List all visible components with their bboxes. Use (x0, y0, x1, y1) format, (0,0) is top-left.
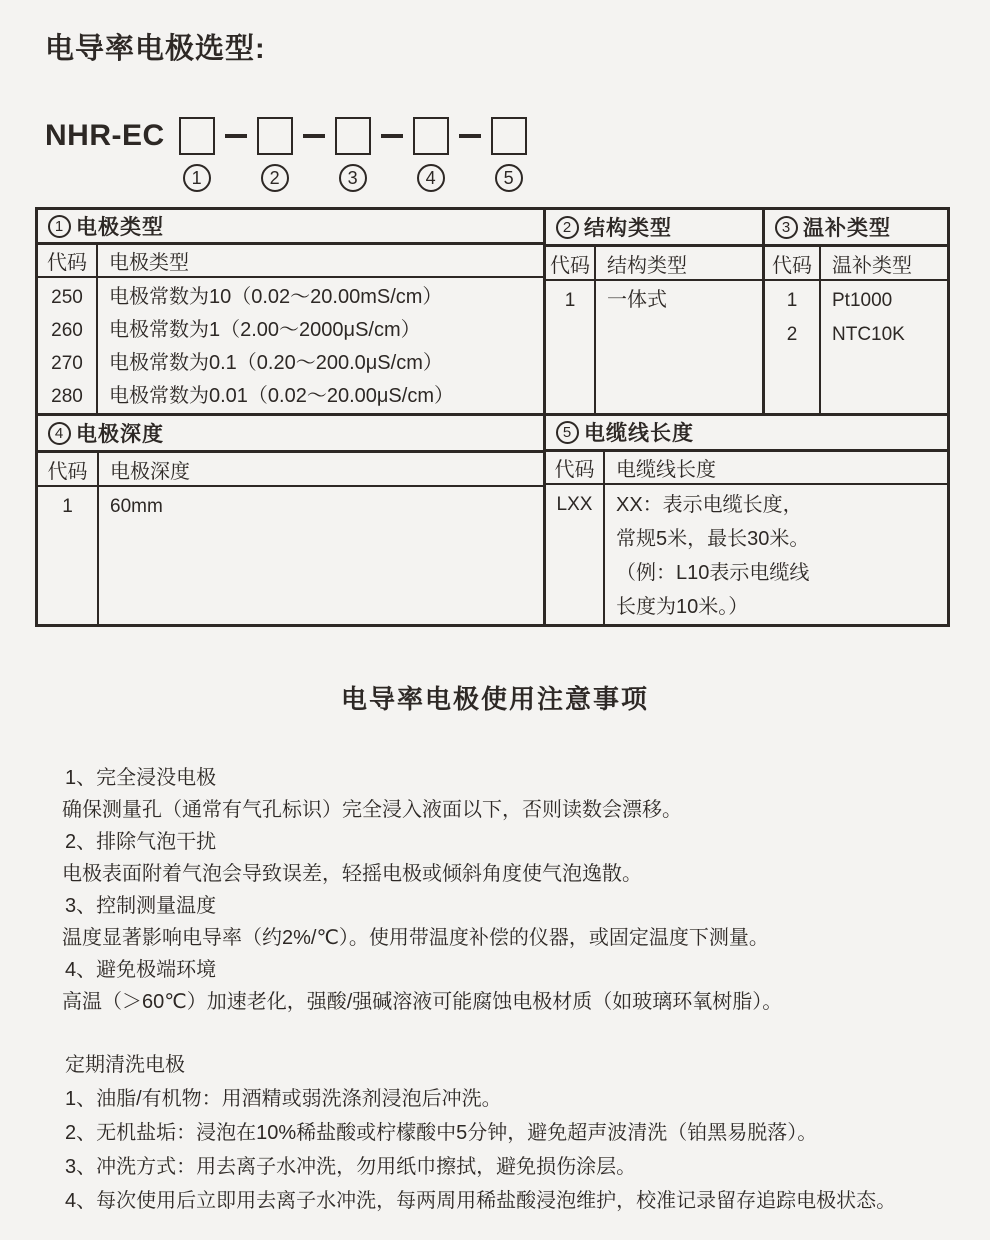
table-top-band (38, 210, 947, 416)
section-temp-comp-type (762, 210, 947, 413)
dash-separator (381, 134, 403, 138)
dash-separator (303, 134, 325, 138)
model-box-5 (491, 117, 527, 155)
desc-value: 电极常数为1（2.00～2000μS/cm） (109, 319, 421, 341)
model-box-1 (179, 117, 215, 155)
code-value: 2 (786, 324, 798, 345)
model-prefix: NHR-EC (45, 119, 165, 152)
table-bottom-band (38, 416, 947, 624)
desc-value: 一体式 (607, 289, 667, 311)
section-title (546, 416, 947, 452)
code-column-header: 代码 (546, 247, 596, 279)
model-slot-1 (177, 117, 217, 192)
model-box-3 (335, 117, 371, 155)
cleaning-section (65, 1048, 960, 1218)
code-value: 250 (51, 287, 83, 308)
note-item-title: 2、排除气泡干扰 (65, 831, 217, 853)
section-cable-length (543, 416, 947, 624)
model-slot-5 (489, 117, 529, 192)
position-number-5: 5 (495, 164, 523, 192)
cleaning-step: 2、无机盐垢：浸泡在10%稀盐酸或柠檬酸中5分钟，避免超声波清洗（铂黑易脱落）。 (65, 1122, 818, 1144)
position-number-4: 4 (417, 164, 445, 192)
section-title-label: 结构类型 (584, 217, 672, 240)
section-title (38, 416, 543, 453)
desc-column-header: 电缆线长度 (616, 458, 716, 481)
desc-cells (98, 278, 543, 413)
section-number-icon: 1 (48, 215, 71, 238)
section-number-icon: 5 (556, 421, 579, 444)
model-slot-3 (333, 117, 373, 192)
desc-value: Pt1000 (832, 290, 893, 311)
code-value: 270 (51, 353, 83, 374)
desc-column-header: 结构类型 (607, 254, 687, 277)
desc-column-header: 电极深度 (110, 460, 190, 483)
desc-cells (605, 485, 947, 624)
code-value: LXX (556, 494, 593, 515)
section-structure-type (543, 210, 762, 413)
dash-separator (459, 134, 481, 138)
desc-cells (99, 487, 543, 624)
note-item-desc: 确保测量孔（通常有气孔标识）完全浸入液面以下，否则读数会漂移。 (62, 799, 682, 821)
code-value: 1 (62, 496, 73, 517)
note-item-desc: 电极表面附着气泡会导致误差，轻摇电极或倾斜角度使气泡逸散。 (62, 863, 642, 885)
section-electrode-type (38, 210, 543, 413)
model-box-2 (257, 117, 293, 155)
section-title (765, 210, 947, 247)
note-item-desc: 高温（＞60℃）加速老化，强酸/强碱溶液可能腐蚀电极材质（如玻璃环氧树脂）。 (62, 991, 783, 1013)
code-cells (546, 281, 596, 413)
code-value: 1 (564, 290, 576, 311)
notes-heading: 电导率电极使用注意事项 (340, 684, 649, 714)
section-title (38, 210, 543, 245)
column-header-row (38, 245, 543, 278)
section-title-label: 电缆线长度 (584, 422, 694, 446)
position-number-3: 3 (339, 164, 367, 192)
section-number-icon: 3 (775, 216, 798, 239)
desc-value: 电极常数为10（0.02～20.00mS/cm） (109, 286, 443, 308)
note-item-desc: 温度显著影响电导率（约2%/℃）。使用带温度补偿的仪器，或固定温度下测量。 (62, 927, 769, 949)
note-item-title: 3、控制测量温度 (65, 895, 217, 917)
section-electrode-depth (38, 416, 543, 624)
desc-value: NTC10K (832, 324, 905, 345)
code-cells (546, 485, 605, 624)
model-slot-2 (255, 117, 295, 192)
desc-value: 电极常数为0.01（0.02～20.00μS/cm） (109, 385, 454, 407)
section-data (546, 485, 947, 624)
desc-line: （例：L10表示电缆线 (616, 562, 810, 584)
code-column-header: 代码 (546, 452, 605, 483)
desc-value: 电极常数为0.1（0.20～200.0μS/cm） (109, 352, 443, 374)
model-code-diagram (45, 117, 990, 192)
section-title-label: 电极类型 (76, 216, 164, 240)
section-number-icon: 2 (556, 216, 579, 239)
selection-table (35, 207, 950, 627)
code-value: 280 (51, 386, 83, 407)
section-data (38, 278, 543, 413)
desc-line: XX：表示电缆长度， (616, 494, 803, 516)
cleaning-step: 4、每次使用后立即用去离子水冲洗，每两周用稀盐酸浸泡维护，校准记录留存追踪电极状态。 (65, 1190, 897, 1212)
section-title (546, 210, 762, 247)
column-header-row (38, 453, 543, 487)
desc-column-header: 电极类型 (109, 252, 189, 275)
notes-body (62, 762, 960, 1018)
desc-cells (596, 281, 762, 413)
desc-line: 常规5米，最长30米。 (616, 528, 810, 550)
code-cells (765, 281, 821, 413)
model-slot-4 (411, 117, 451, 192)
code-column-header: 代码 (765, 247, 821, 279)
section-number-icon: 4 (48, 422, 71, 445)
section-title-label: 温补类型 (803, 217, 891, 240)
desc-column-header: 温补类型 (832, 254, 912, 277)
section-data (38, 487, 543, 624)
column-header-row (546, 452, 947, 485)
dash-separator (225, 134, 247, 138)
page-title: 电导率电极选型: (45, 33, 266, 65)
code-cells (38, 278, 98, 413)
position-number-2: 2 (261, 164, 289, 192)
cleaning-step: 3、冲洗方式：用去离子水冲洗，勿用纸巾擦拭，避免损伤涂层。 (65, 1156, 637, 1178)
desc-line: 长度为10米。） (616, 596, 749, 618)
model-box-4 (413, 117, 449, 155)
code-value: 1 (786, 290, 798, 311)
note-item-title: 1、完全浸没电极 (65, 767, 217, 789)
code-value: 260 (51, 320, 83, 341)
section-data (765, 281, 947, 413)
cleaning-intro: 定期清洗电极 (65, 1054, 185, 1076)
position-number-1: 1 (183, 164, 211, 192)
code-column-header: 代码 (38, 245, 98, 276)
code-cells (38, 487, 99, 624)
column-header-row (765, 247, 947, 281)
note-item-title: 4、避免极端环境 (65, 959, 217, 981)
section-title-label: 电极深度 (76, 423, 164, 446)
column-header-row (546, 247, 762, 281)
section-data (546, 281, 762, 413)
code-column-header: 代码 (38, 453, 99, 485)
desc-cells (821, 281, 947, 413)
cleaning-step: 1、油脂/有机物：用酒精或弱洗涤剂浸泡后冲洗。 (65, 1088, 502, 1110)
desc-value: 60mm (110, 496, 163, 517)
